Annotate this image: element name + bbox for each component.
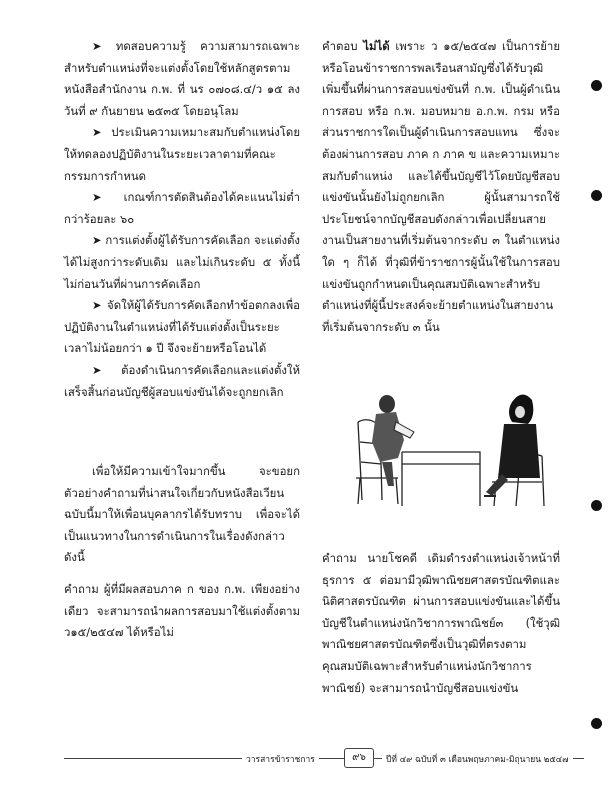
left-column (64, 36, 300, 644)
answer-label: คำตอบ (322, 39, 358, 53)
bullet-test-knowledge: ➤ ทดสอบความรู้ ความสามารถเฉพาะสำหรับตำแหน่งที่จะแต่งตั้งโดยใช้หลักสูตรตามหนังสือสำนักงาน ก.พ. ที่ นร ๐๗๐๘.๔/ว ๑๕ ลงวันที่ ๙ กันยายน ๒๕๓๕ โดยอนุโลม (64, 39, 300, 118)
bullet-appointment-level: ➤ การแต่งตั้งผู้ได้รับการคัดเลือก จะแต่งตั้งได้ไม่สูงกว่าระดับเดิม และไม่เกินระดับ ๕ ทั้งนี้ ไม่ก่อนวันที่ผ่านการคัดเลือก (64, 233, 300, 291)
spacer (64, 403, 300, 461)
issue-info: ปีที่ ๔๙ ฉบับที่ ๓ เดือนพฤษภาคม-มิถุนายน ๒๕๔๗ (382, 752, 573, 766)
bullet-service-agreement: ➤ จัดให้ผู้ได้รับการคัดเลือกทำข้อตกลงเพื่อปฏิบัติงานในตำแหน่งที่ได้รับแต่งตั้งเป็นระยะเวลาไม่น้อยกว่า ๑ ปี จึงจะย้ายหรือโอนได้ (64, 298, 300, 356)
journal-name: วารสารข้าราชการ (242, 752, 319, 766)
page-number: ๙๖ (344, 748, 374, 768)
page-footer (64, 748, 584, 770)
binder-hole (591, 80, 602, 91)
bullet-pass-criteria: ➤ เกณฑ์การตัดสินต้องได้คะแนนไม่ต่ำกว่าร้อยละ ๖๐ (64, 190, 300, 226)
bullet-complete-before-expiry: ➤ ต้องดำเนินการคัดเลือกและแต่งตั้งให้เสร็จสิ้นก่อนบัญชีผู้สอบแข่งขันได้จะถูกยกเลิก (64, 362, 300, 399)
interview-illustration (352, 382, 548, 512)
answer-1 (322, 36, 560, 338)
question-2: คำถาม นายโชคดี เดิมดำรงตำแหน่งเจ้าหน้าที่ธุรการ ๕ ต่อมามีวุฒิพาณิชยศาสตรบัณฑิตและนิติศาสตรบัณฑิต ผ่านการสอบแข่งขันและได้ขึ้นบัญชีในตำแหน่งนักวิชาการพาณิชย์๓ (ใช้วุฒิพาณิชยศาสตรบัณฑิตซึ่งเป็นวุฒิที่ตรงตามคุณสมบัติเฉพาะสำหรับตำแหน่งนักวิชาการพาณิชย์) จะสามารถนำบัญชีสอบแข่งขัน (322, 551, 560, 695)
binder-hole (591, 500, 602, 511)
right-column-lower (322, 548, 560, 699)
bullet-assess-suitability: ➤ ประเมินความเหมาะสมกับตำแหน่งโดยให้ทดลองปฏิบัติงานในระยะเวลาตามที่คณะกรรมการกำหนด (64, 125, 300, 183)
binder-hole (591, 190, 602, 201)
answer-body: เพราะ ว ๑๕/๒๕๔๗ เป็นการย้ายหรือโอนข้าราชการพลเรือนสามัญซึ่งได้รับวุฒิเพิ่มขึ้นที่ผ่านการสอบแข่งขันที่ ก.พ. เป็นผู้ดำเนินการสอบ หรือ ก.พ. มอบหมาย อ.ก.พ. กรม หรือส่วนราชการใดเป็นผู้ดำเนินการสอบแทน ซึ่งจะต้องผ่านการสอบ ภาค ก ภาค ข และความเหมาะสมกับตำแหน่ง และได้ขึ้นบัญชีไว้โดยบัญชีสอบแข่งขันนั้นยังไม่ถูกยกเลิก ผู้นั้นสามารถใช้ประโยชน์จากบัญชีสอบดังกล่าวเพื่อเปลี่ยนสายงานเป็นสายงานที่เริ่มต้นจากระดับ ๓ ในตำแหน่งใด ๆ ก็ได้ ที่วุฒิที่ข้าราชการผู้นั้นใช้ในการสอบแข่งขันถูกกำหนดเป็นคุณสมบัติเฉพาะสำหรับตำแหน่งที่ผู้นี้ประสงค์จะย้ายตำแหน่งในสายงานที่เริ่มต้นจากระดับ ๓ นั้น (322, 39, 561, 334)
intro-paragraph: เพื่อให้มีความเข้าใจมากขึ้น จะขอยกตัวอย่างคำถามที่น่าสนใจเกี่ยวกับหนังสือเวียนฉบับนี้มาให้เพื่อนบุคลากรได้รับทราบ เพื่อจะได้เป็นแนวทางในการดำเนินการในเรื่องดังกล่าว ดังนี้ (64, 464, 300, 565)
spacer (64, 569, 300, 579)
right-column (322, 36, 560, 338)
question-1: คำถาม ผู้ที่มีผลสอบภาค ก ของ ก.พ. เพียงอย่างเดียว จะสามารถนำผลการสอบมาใช้แต่งตั้งตาม ว๑๕/๒๕๔๗ ได้หรือไม่ (64, 582, 300, 640)
binder-hole (591, 718, 602, 729)
answer-emphasis: ไม่ได้ (363, 39, 390, 53)
